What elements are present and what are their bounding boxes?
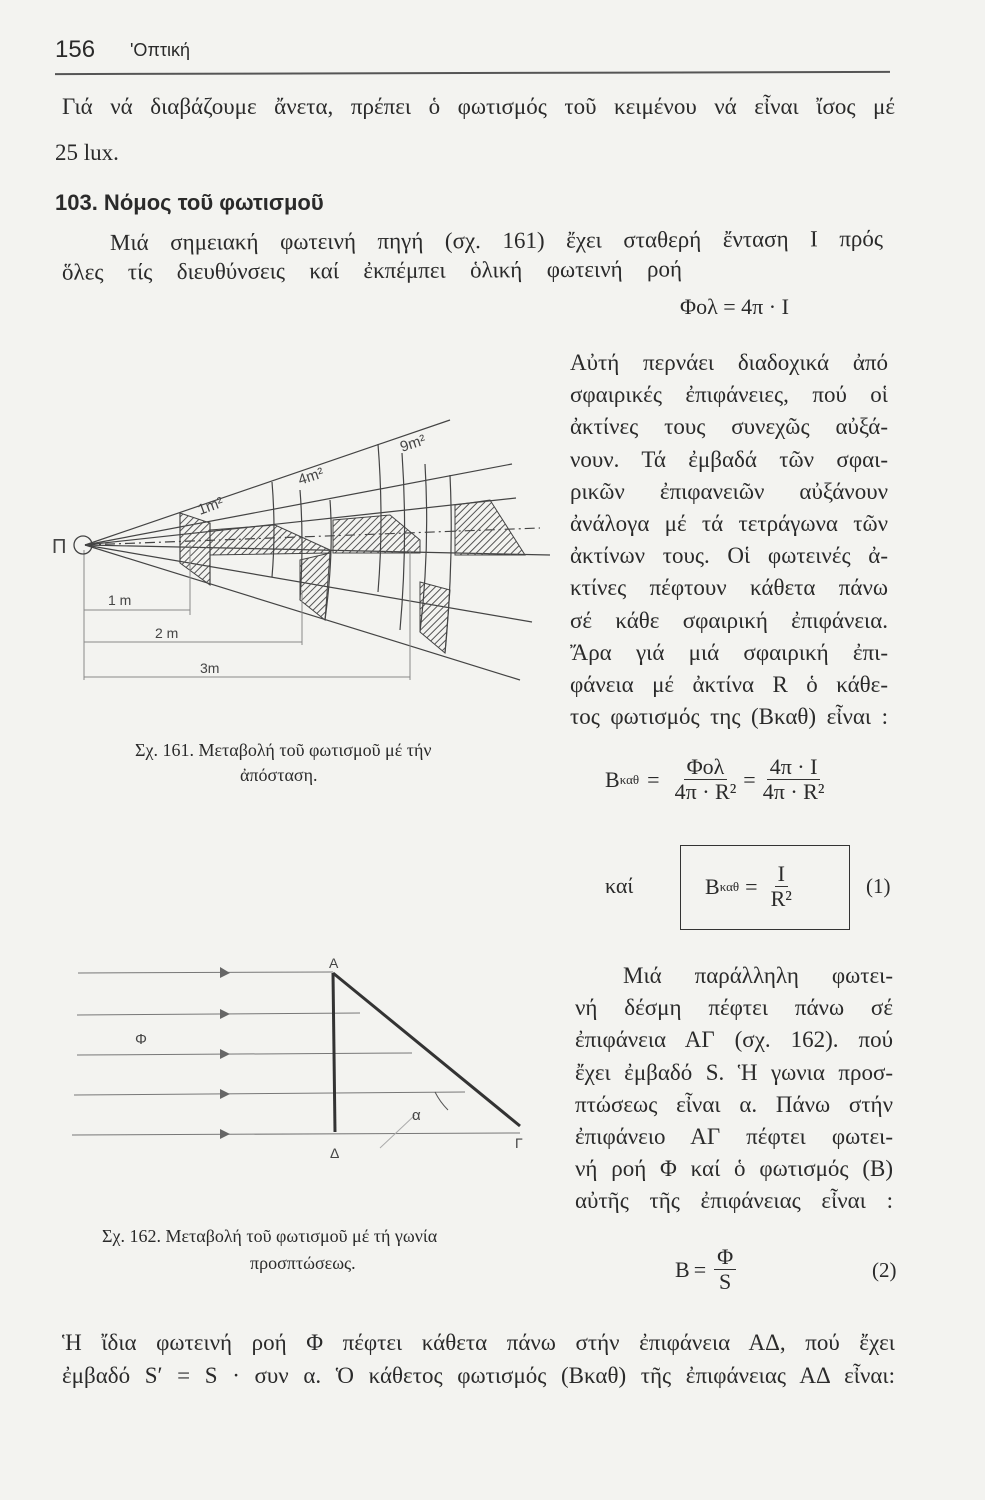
equals: = [647,766,660,792]
text-line: ἐπιφάνεια ΑΓ (σχ. 162). πού [575,1027,893,1053]
formula-lhs-sub: καθ [719,878,740,894]
text-line: νουν. Τά ἐμβαδά τῶν σφαι- [570,446,888,472]
bottom-line: Ἡ ἴδια φωτεινή ροή Φ πέφτει κάθετα πάνω στήν ἐπιφάνεια ΑΔ, πού ἔχει [62,1330,895,1355]
figure-162-caption: Σχ. 162. Μεταβολή τοῦ φωτισμοῦ μέ τή γωνία [102,1226,438,1246]
bottom-line: ἐμβαδό S′ = S · συν α. Ὁ κάθετος φωτισμός (Bκαθ) τῆς ἐπιφάνειας ΑΔ εἶναι: [62,1363,895,1388]
text-line: ἀνάλογα μέ τά τετράγωνα τῶν [570,511,888,536]
equals: = [693,1256,707,1282]
equation-label-1: (1) [866,874,891,898]
figure-161-diagram [50,420,560,700]
formula-lhs: B [675,1256,690,1282]
angle-label: α [412,1107,421,1124]
formula-lhs: B [605,766,620,792]
denominator: 4π · R² [674,779,737,805]
text-line: Μιά παράλληλη φωτει- [623,963,893,988]
point-a-label: Α [329,955,339,971]
denominator: R² [770,886,792,912]
figure-162-diagram [50,940,560,1161]
intro-line: Γιά νά διαβάζουμε ἄνετα, πρέπει ὁ φωτισμός τοῦ κειμένου νά εἶναι ἴσος μέ [62,94,895,119]
formula-perpendicular-illuminance [605,755,831,804]
denominator: S [719,1269,732,1295]
formula-illuminance [675,1245,740,1294]
source-label: Π [52,536,67,558]
text-line: αὐτῆς τῆς ἐπιφάνειας εἶναι : [575,1188,893,1214]
page-number: 156 [55,36,96,63]
area-label-3: 9m² [397,431,428,456]
paragraph-line: Μιά σημειακή φωτεινή πηγή (σχ. 161) ἔχει σταθερή ἔνταση I πρός [109,225,884,256]
distance-label-2: 2 m [155,625,179,641]
equation-label-2: (2) [872,1258,897,1282]
denominator: 4π · R² [762,779,825,805]
text-line: ἔχει ἐμβαδό S. Ἡ γωνια προσ- [575,1059,893,1085]
text-line: ἀκτίνες τους συνεχῶς αὐξά- [570,414,888,440]
formula-lhs-sub: καθ [619,771,640,787]
equals: = [745,873,758,899]
formula-total-flux: Φολ = 4π · I [680,294,789,319]
text-line: φάνεια μέ ἀκτίνα R ὁ κάθε- [570,672,888,697]
distance-label-1: 1 m [108,592,132,608]
formula-prefix: καί [605,873,634,898]
text-line: κτίνες πέφτουν κάθετα πάνω [570,575,888,601]
numerator: I [775,862,788,887]
text-line: πτώσεως εἶναι α. Πάνω στήν [575,1091,893,1117]
equals: = [743,766,756,792]
text-line: ρικῶν ἐπιφανειῶν αὐξάνουν [570,478,888,504]
section-heading: 103. Νόμος τοῦ φωτισμοῦ [55,190,324,215]
text-line: Ἄρα γιά μιά σφαιρική ἐπι- [570,639,888,665]
figure-162-caption: προσπτώσεως. [250,1253,356,1273]
paragraph-line: ὅλες τίς διευθύνσεις καί ἐκπέμπει ὁλική φωτεινή ροή [61,256,683,285]
text-line: νή ροή Φ καί ὁ φωτισμός (B) [575,1156,893,1182]
area-label-1: 1m² [195,493,226,519]
numerator: 4π · I [767,755,821,780]
text-line: σφαιρικές ἐπιφάνειες, πού οἱ [570,382,888,408]
text-line: ἐπιφάνειο ΑΓ πέφτει φωτει- [575,1124,893,1149]
figure-161-caption: ἀπόσταση. [240,765,318,785]
figure-161-caption: Σχ. 161. Μεταβολή τοῦ φωτισμοῦ μέ τήν [135,740,432,760]
flux-label: Φ [135,1031,147,1048]
text-line: τος φωτισμός της (Bκαθ) εἶναι : [570,704,888,730]
text-line: Αὐτή περνάει διαδοχικά ἀπό [570,350,888,375]
text-line: ἀκτίνων τους. Οἱ φωτεινές ἀ- [570,543,888,569]
chapter-title: 'Οπτική [130,40,190,60]
text-line: νή δέσμη πέφτει πάνω σέ [575,995,893,1021]
area-label-2: 4m² [295,464,326,489]
header-rule [55,71,890,75]
point-g-label: Γ [515,1135,523,1151]
intro-line: 25 lux. [55,140,119,165]
distance-label-3: 3m [200,660,220,676]
formula-inverse-square [705,862,799,911]
formula-lhs: B [705,873,720,899]
text-line: σέ κάθε σφαιρική ἐπιφάνεια. [570,607,888,633]
point-d-label: Δ [330,1145,340,1161]
numerator: Φ [714,1245,736,1270]
numerator: Φολ [684,755,728,780]
